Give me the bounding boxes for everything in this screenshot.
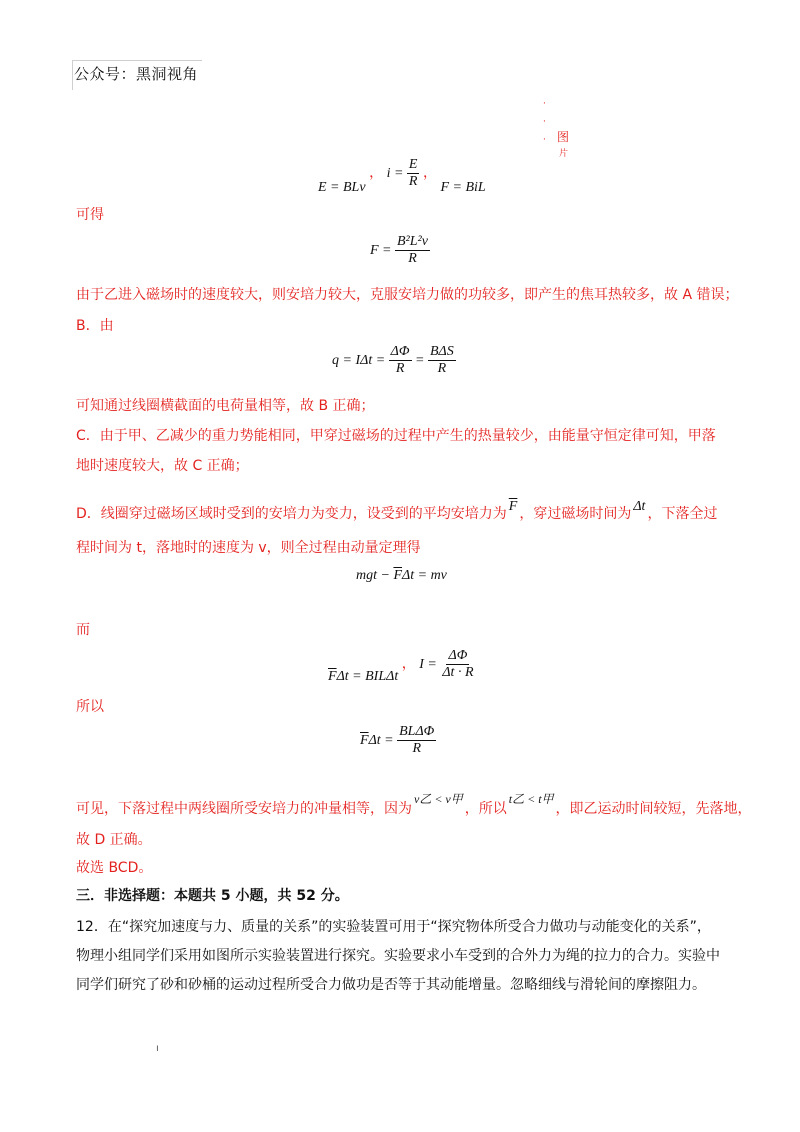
para-option-d-text-b: ，穿过磁场时间为 — [519, 506, 632, 522]
para-option-b: B．由 — [76, 318, 114, 334]
eq1-sep-2: ， — [422, 165, 437, 181]
para-suoyi: 所以 — [76, 699, 104, 715]
eq3-equals: = — [415, 352, 425, 368]
equation-2 — [370, 234, 430, 267]
inline-delta-t: Δt — [633, 499, 646, 514]
eq3-fraction-2 — [428, 344, 456, 377]
inline-avg-force: $\overline{F}$ — [508, 499, 518, 514]
corner-label: 图 — [557, 130, 570, 144]
eq6-fraction — [397, 724, 436, 757]
header-rule — [72, 60, 202, 61]
eq1-b-lhs: i = — [386, 165, 404, 181]
para-option-d-line2: 程时间为 t，落地时的速度为 v，则全过程由动量定理得 — [76, 540, 421, 556]
question-12-line2: 物理小组同学们采用如图所示实验装置进行探究。实验要求小车受到的合外力为绳的拉力的合力。实验中 — [76, 948, 720, 964]
question-12-line3: 同学们研究了砂和砂桶的运动过程所受合力做功是否等于其动能增量。忽略细线与滑轮间的摩擦阻力。 — [76, 977, 706, 993]
eq1-fraction — [407, 157, 420, 190]
para-option-d-text-c: ，下落全过 — [647, 506, 718, 522]
eq2-lhs: F = — [370, 242, 392, 258]
para-option-d-line1 — [76, 497, 717, 524]
eq5-a: Δt = BILΔt — [336, 668, 399, 684]
para-conclusion-line1 — [76, 789, 752, 819]
section-heading: 三．非选择题：本题共 5 小题，共 52 分。 — [76, 888, 349, 904]
corner-dots: · · · — [543, 99, 546, 145]
eq6-avg-force: $\overline{F}$ — [360, 732, 369, 748]
eq2-fraction — [395, 234, 430, 267]
para-option-d-text-a: D．线圈穿过磁场区域时受到的安培力为变力，设受到的平均安培力为 — [76, 506, 507, 522]
para-conclusion-line2: 故 D 正确。 — [76, 832, 152, 848]
question-12-line1: 12．在“探究加速度与力、质量的关系”的实验装置可用于“探究物体所受合力做功与动能变化的关系”， — [76, 919, 711, 935]
eq3-fraction-1 — [389, 344, 412, 377]
para-answer: 故选 BCD。 — [76, 860, 153, 876]
inline-velocity-compare: v乙 < v甲 — [414, 792, 463, 806]
eq5-sep: ， — [401, 656, 416, 672]
eq3-den-2: R — [437, 361, 447, 377]
eq5-b-lhs: I = — [419, 656, 437, 672]
eq1-num: E — [407, 157, 420, 174]
header-tick — [72, 60, 73, 90]
eq5-num: ΔΦ — [446, 648, 469, 665]
eq5-fraction — [440, 648, 475, 681]
eq4-b: Δt = mv — [402, 568, 447, 583]
eq3-num-2: BΔS — [428, 344, 456, 361]
eq2-num: B²L²v — [395, 234, 430, 251]
equation-4 — [356, 568, 447, 584]
para-option-c-line1: C．由于甲、乙减少的重力势能相同，甲穿过磁场的过程中产生的热量较少，由能量守恒定律可知，甲落 — [76, 428, 716, 444]
para-option-c-line2: 地时速度较大，故 C 正确； — [76, 458, 249, 474]
eq3-den-1: R — [395, 361, 405, 377]
eq4-a: mgt − — [356, 568, 394, 583]
para-kede: 可得 — [76, 207, 104, 223]
eq6-num: BLΔΦ — [397, 724, 436, 741]
equation-5 — [328, 648, 476, 685]
eq1-a: E = BLv — [318, 179, 366, 195]
equation-1 — [318, 157, 486, 196]
eq3-lhs: q = IΔt = — [332, 352, 386, 368]
eq1-den: R — [408, 174, 418, 190]
para-conclusion-text-a: 可见，下落过程中两线圈所受安培力的冲量相等，因为 — [76, 801, 412, 817]
equation-6 — [360, 724, 436, 757]
para-option-a: 由于乙进入磁场时的速度较大，则安培力较大，克服安培力做的功较多，即产生的焦耳热较多，故 A 错误； — [76, 287, 739, 303]
para-option-b-conclusion: 可知通过线圈横截面的电荷量相等，故 B 正确； — [76, 398, 375, 414]
inline-time-compare: t乙 < t甲 — [508, 792, 554, 806]
para-conclusion-text-b: ，所以 — [464, 801, 507, 817]
stray-mark: ı — [156, 1043, 159, 1054]
header-title: 公众号：黑洞视角 — [74, 65, 199, 83]
eq2-den: R — [408, 251, 417, 267]
corner-sub: 片 — [559, 149, 569, 159]
eq5-den: Δt · R — [442, 665, 474, 681]
eq3-num-1: ΔΦ — [389, 344, 412, 361]
eq1-c: F = BiL — [440, 179, 486, 195]
para-conclusion-text-c: ，即乙运动时间较短，先落地， — [555, 801, 752, 817]
eq1-sep-1: ， — [369, 165, 384, 181]
eq6-den: R — [412, 741, 422, 757]
eq6-a: Δt = — [368, 732, 394, 748]
eq5-avg-force: $\overline{F}$ — [328, 668, 337, 684]
para-er: 而 — [76, 622, 90, 638]
equation-3 — [332, 344, 456, 377]
eq4-avg-force: $\overline{F}$ — [393, 568, 403, 583]
